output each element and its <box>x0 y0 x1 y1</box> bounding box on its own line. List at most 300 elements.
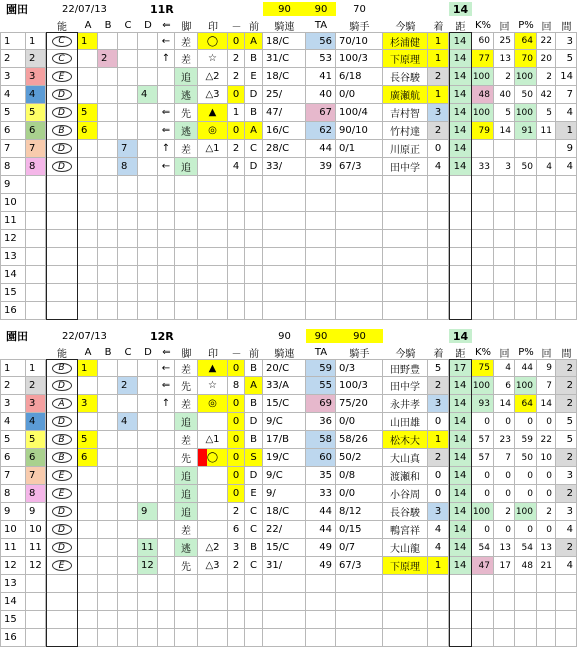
row-p-percent-value: 100 <box>515 107 533 118</box>
row-jockey-record <box>336 302 383 320</box>
row-mark-value: △3 <box>205 89 220 100</box>
row-dash-value-value: 0 <box>232 89 240 100</box>
ability-oval: B <box>52 125 72 136</box>
column-header: P% <box>518 19 534 31</box>
row-gate-number-value: 6 <box>29 125 36 136</box>
row-row-number: 15 <box>0 611 26 629</box>
row-running-style <box>175 485 198 503</box>
row-col-c-value: 2 <box>121 380 128 391</box>
row-jockey-renkei-value: 47/ <box>266 107 283 118</box>
row-p-count <box>537 575 556 593</box>
row-ta-score <box>306 485 336 503</box>
row-running-style <box>175 158 198 176</box>
ability-oval: D <box>52 542 72 553</box>
row-p-count-value: 21 <box>540 560 552 571</box>
row-dash-value <box>228 629 245 647</box>
row-jockey-record-value: 0/3 <box>339 362 356 374</box>
row-mark <box>198 431 228 449</box>
row-k-count-value: 40 <box>499 89 511 100</box>
row-current-jockey-value: 杉浦健 <box>390 37 420 49</box>
row-col-a <box>78 377 98 395</box>
row-distance-value: 14 <box>453 35 467 47</box>
row-running-style-value: 追 <box>181 472 191 483</box>
row-finish <box>428 629 449 647</box>
row-col-d <box>138 104 158 122</box>
row-interval-value: 4 <box>566 161 573 172</box>
row-previous-value: E <box>250 488 257 499</box>
row-finish-value: 1 <box>434 35 442 47</box>
row-arrow <box>158 122 175 140</box>
row-finish-value: 0 <box>434 488 442 499</box>
row-jockey-renkei <box>263 521 306 539</box>
row-current-jockey <box>383 248 428 266</box>
row-row-number <box>0 539 26 557</box>
row-k-count <box>494 629 515 647</box>
row-distance-value: 14 <box>453 161 467 172</box>
row-k-percent <box>472 395 494 413</box>
row-previous <box>245 431 263 449</box>
row-current-jockey-value: 田野豊 <box>390 364 420 376</box>
row-col-d <box>138 521 158 539</box>
row-finish-value: 1 <box>434 560 442 571</box>
row-interval <box>556 593 577 611</box>
ability-oval: D <box>52 416 72 427</box>
row-jockey-record-value: 0/0 <box>339 488 356 499</box>
row-col-d <box>138 431 158 449</box>
row-interval <box>556 521 577 539</box>
row-row-number <box>0 413 26 431</box>
row-gate-number <box>26 302 46 320</box>
row-k-count-value: 5 <box>505 107 511 118</box>
row-ta-score <box>306 503 336 521</box>
row-jockey-renkei <box>263 284 306 302</box>
row-interval <box>556 32 577 50</box>
row-running-style <box>175 575 198 593</box>
row-col-b <box>98 302 118 320</box>
row-interval-value: 5 <box>566 416 573 427</box>
row-row-number: 16 <box>0 302 26 320</box>
row-col-d-value: 11 <box>141 542 154 553</box>
row-jockey-record <box>336 50 383 68</box>
race-date: 22/07/13 <box>62 3 107 15</box>
row-ta-score-value: 36 <box>319 416 332 427</box>
row-jockey-record <box>336 68 383 86</box>
row-jockey-record <box>336 611 383 629</box>
row-p-percent-value: 0 <box>527 416 533 427</box>
row-jockey-renkei-value: 31/C <box>266 53 290 64</box>
row-col-a <box>78 32 98 50</box>
row-current-jockey <box>383 377 428 395</box>
row-col-a <box>78 413 98 431</box>
row-dash-value-value: 0 <box>232 416 240 427</box>
row-col-a-value: 5 <box>81 107 88 118</box>
row-running-style-value: 差 <box>181 364 191 376</box>
row-mark <box>198 359 228 377</box>
row-jockey-record <box>336 449 383 467</box>
row-ta-score-value: 44 <box>319 143 332 154</box>
row-p-percent-value: 0 <box>527 488 533 499</box>
row-dash-value <box>228 503 245 521</box>
header-jockey: 90 <box>336 329 383 343</box>
row-jockey-record <box>336 575 383 593</box>
row-mark <box>198 575 228 593</box>
row-row-number <box>0 32 26 50</box>
row-previous-value: D <box>249 416 258 427</box>
row-running-style-value: 先 <box>181 382 191 393</box>
row-col-a-value: 3 <box>81 398 88 409</box>
row-finish <box>428 359 449 377</box>
ability-oval: B <box>52 434 72 445</box>
row-finish <box>428 230 449 248</box>
row-finish-value: 5 <box>434 362 442 374</box>
row-p-percent <box>515 413 537 431</box>
row-mark <box>198 50 228 68</box>
row-p-percent <box>515 302 537 320</box>
row-col-c-value: 4 <box>121 416 128 427</box>
row-jockey-renkei-value: 9/ <box>266 488 276 499</box>
row-distance-value: 14 <box>453 107 467 118</box>
row-row-number: 14 <box>0 266 26 284</box>
row-arrow <box>158 176 175 194</box>
row-p-count <box>537 158 556 176</box>
row-col-b <box>98 140 118 158</box>
row-p-count <box>537 194 556 212</box>
row-k-count-value: 23 <box>499 434 511 445</box>
row-current-jockey-value: 小谷周 <box>390 490 420 501</box>
row-previous-value: S <box>250 452 257 463</box>
row-ta-score-value: 67 <box>319 107 332 118</box>
row-k-count-value: 0 <box>505 470 511 481</box>
row-ta-score-value: 39 <box>319 161 332 172</box>
row-col-d <box>138 467 158 485</box>
row-jockey-record-value: 100/3 <box>339 53 368 64</box>
row-previous <box>245 377 263 395</box>
row-p-percent <box>515 593 537 611</box>
row-p-count <box>537 212 556 230</box>
row-finish <box>428 413 449 431</box>
row-current-jockey <box>383 140 428 158</box>
row-p-count <box>537 449 556 467</box>
row-running-style <box>175 449 198 467</box>
row-k-count-value: 3 <box>505 161 511 172</box>
row-arrow <box>158 395 175 413</box>
row-k-count-value: 2 <box>505 71 511 82</box>
row-row-number: 9 <box>0 176 26 194</box>
row-finish <box>428 176 449 194</box>
row-k-count <box>494 212 515 230</box>
row-finish <box>428 68 449 86</box>
column-header: － <box>231 21 242 33</box>
row-running-style-value: 逃 <box>181 91 191 102</box>
row-col-c <box>118 395 138 413</box>
row-jockey-record <box>336 212 383 230</box>
row-p-count <box>537 284 556 302</box>
row-k-count <box>494 593 515 611</box>
row-col-a-value: 1 <box>81 35 88 47</box>
row-k-count <box>494 413 515 431</box>
row-current-jockey <box>383 575 428 593</box>
row-gate-number <box>26 593 46 611</box>
row-ta-score <box>306 194 336 212</box>
row-k-percent <box>472 359 494 377</box>
row-row-number-value: 4 <box>4 416 11 427</box>
row-col-c <box>118 503 138 521</box>
row-jockey-renkei <box>263 122 306 140</box>
row-arrow <box>158 212 175 230</box>
row-current-jockey <box>383 521 428 539</box>
row-interval-value: 9 <box>566 143 573 154</box>
row-ta-score <box>306 629 336 647</box>
row-p-count-value: 0 <box>546 416 552 427</box>
row-jockey-renkei-value: 18/C <box>266 506 290 517</box>
row-col-d <box>138 176 158 194</box>
row-dash-value <box>228 431 245 449</box>
row-col-c <box>118 194 138 212</box>
row-mark <box>198 413 228 431</box>
row-finish <box>428 50 449 68</box>
row-jockey-record <box>336 539 383 557</box>
row-arrow <box>158 248 175 266</box>
row-col-c <box>118 593 138 611</box>
row-dash-value <box>228 593 245 611</box>
row-col-b <box>98 104 118 122</box>
row-current-jockey-value: 下原理 <box>390 55 420 66</box>
row-dash-value <box>228 230 245 248</box>
row-col-b <box>98 395 118 413</box>
row-finish <box>428 593 449 611</box>
row-col-a-value: 6 <box>81 125 88 136</box>
row-col-d <box>138 284 158 302</box>
row-k-count-value: 0 <box>505 524 511 535</box>
row-p-count <box>537 503 556 521</box>
row-gate-number <box>26 122 46 140</box>
race-block <box>0 0 578 318</box>
row-k-percent <box>472 485 494 503</box>
row-mark-value: ☆ <box>208 53 217 64</box>
row-finish-value: 4 <box>434 542 442 553</box>
row-mark-value: △1 <box>205 434 220 445</box>
ability-oval: B <box>52 452 72 463</box>
row-p-count-value: 22 <box>540 36 552 46</box>
row-col-d <box>138 50 158 68</box>
row-k-percent-value: 60 <box>478 36 490 46</box>
row-jockey-renkei-value: 17/B <box>266 434 289 445</box>
row-current-jockey <box>383 50 428 68</box>
row-current-jockey <box>383 359 428 377</box>
distance-frame <box>449 32 472 320</box>
row-jockey-renkei <box>263 503 306 521</box>
ability-oval: E <box>52 488 72 499</box>
column-header: 今騎 <box>395 21 416 33</box>
row-jockey-renkei <box>263 431 306 449</box>
row-p-count-value: 0 <box>546 488 552 499</box>
row-gate-number <box>26 32 46 50</box>
header-ta: 90 <box>306 329 336 343</box>
row-finish-value: 2 <box>434 125 442 136</box>
row-col-a <box>78 503 98 521</box>
row-arrow-value: ← <box>161 362 171 374</box>
row-jockey-record <box>336 122 383 140</box>
row-running-style <box>175 50 198 68</box>
row-col-a <box>78 122 98 140</box>
row-mark <box>198 122 228 140</box>
row-finish <box>428 539 449 557</box>
row-current-jockey <box>383 176 428 194</box>
row-previous <box>245 611 263 629</box>
row-current-jockey-value: 竹村達 <box>390 127 420 138</box>
column-header: 脚 <box>181 21 192 33</box>
row-col-d <box>138 557 158 575</box>
row-previous-value: D <box>249 161 258 172</box>
row-p-count-value: 0 <box>546 524 552 535</box>
row-p-percent <box>515 284 537 302</box>
row-ta-score-value: 44 <box>319 524 332 535</box>
row-current-jockey <box>383 557 428 575</box>
row-col-d <box>138 575 158 593</box>
row-finish-value: 3 <box>434 398 442 409</box>
row-p-count <box>537 176 556 194</box>
row-col-b <box>98 377 118 395</box>
row-arrow <box>158 194 175 212</box>
row-jockey-record <box>336 413 383 431</box>
row-ta-score <box>306 68 336 86</box>
row-interval-value: 3 <box>566 35 573 47</box>
row-gate-number <box>26 611 46 629</box>
row-k-percent-value: 100 <box>472 506 490 517</box>
row-col-d <box>138 485 158 503</box>
row-row-number <box>0 359 26 377</box>
row-row-number <box>0 50 26 68</box>
row-current-jockey-value: 永井孝 <box>390 400 420 411</box>
row-gate-number-value: 6 <box>29 452 36 463</box>
row-interval <box>556 140 577 158</box>
row-jockey-renkei-value: 19/C <box>266 452 290 463</box>
row-current-jockey <box>383 629 428 647</box>
row-col-d <box>138 413 158 431</box>
row-col-a <box>78 68 98 86</box>
row-p-count <box>537 68 556 86</box>
row-interval-value: 3 <box>566 506 573 517</box>
row-arrow <box>158 86 175 104</box>
row-gate-number-value: 8 <box>29 488 36 499</box>
row-arrow-value: ← <box>161 35 171 47</box>
ability-oval: C <box>52 36 72 47</box>
row-arrow <box>158 68 175 86</box>
row-arrow <box>158 50 175 68</box>
row-ta-score <box>306 212 336 230</box>
row-p-count <box>537 302 556 320</box>
row-gate-number-value: 1 <box>29 35 36 47</box>
row-mark <box>198 302 228 320</box>
row-p-count <box>537 413 556 431</box>
row-interval-value: 1 <box>566 125 573 136</box>
row-k-count <box>494 359 515 377</box>
row-gate-number <box>26 230 46 248</box>
row-row-number-value: 2 <box>4 53 11 64</box>
row-jockey-renkei <box>263 557 306 575</box>
row-previous-value: B <box>250 53 257 64</box>
row-previous <box>245 395 263 413</box>
row-mark <box>198 68 228 86</box>
ability-frame <box>46 32 78 320</box>
row-col-d-value: 12 <box>141 560 154 571</box>
row-col-b <box>98 557 118 575</box>
row-p-count-value: 5 <box>546 107 552 118</box>
row-p-count <box>537 266 556 284</box>
row-k-count-value: 4 <box>505 363 511 373</box>
row-interval-value: 2 <box>566 362 573 374</box>
row-p-percent <box>515 521 537 539</box>
row-finish-value: 3 <box>434 107 442 118</box>
row-ta-score-value: 58 <box>319 434 332 445</box>
row-running-style-value: 差 <box>181 400 191 411</box>
row-ta-score <box>306 122 336 140</box>
row-dash-value <box>228 539 245 557</box>
row-interval <box>556 485 577 503</box>
row-arrow <box>158 359 175 377</box>
row-p-percent-value: 100 <box>515 380 533 391</box>
row-k-percent <box>472 104 494 122</box>
row-jockey-record <box>336 284 383 302</box>
row-row-number-value: 10 <box>4 524 17 535</box>
row-col-d <box>138 32 158 50</box>
row-arrow-value: ↑ <box>161 53 171 64</box>
row-p-percent-value: 91 <box>521 125 533 136</box>
row-p-percent-value: 0 <box>527 524 533 535</box>
row-ta-score <box>306 593 336 611</box>
row-dash-value <box>228 449 245 467</box>
row-jockey-record-value: 0/15 <box>339 524 362 535</box>
row-running-style-value: 差 <box>181 145 191 156</box>
row-col-b <box>98 212 118 230</box>
row-dash-value <box>228 521 245 539</box>
row-interval <box>556 284 577 302</box>
column-header: 今騎 <box>395 348 416 360</box>
row-interval-value: 5 <box>566 53 573 64</box>
row-current-jockey <box>383 449 428 467</box>
row-jockey-renkei-value: 15/C <box>266 542 290 553</box>
row-k-count <box>494 32 515 50</box>
row-jockey-record <box>336 140 383 158</box>
row-distance-value: 14 <box>453 89 467 100</box>
row-dash-value <box>228 377 245 395</box>
row-col-c <box>118 140 138 158</box>
row-running-style <box>175 140 198 158</box>
column-header: 回 <box>541 348 552 360</box>
row-p-percent <box>515 539 537 557</box>
row-col-a <box>78 629 98 647</box>
row-k-percent-value: 54 <box>478 542 490 553</box>
row-mark <box>198 557 228 575</box>
row-current-jockey <box>383 302 428 320</box>
row-row-number <box>0 485 26 503</box>
row-jockey-renkei <box>263 194 306 212</box>
row-dash-value <box>228 248 245 266</box>
row-jockey-renkei <box>263 86 306 104</box>
row-ta-score-value: 33 <box>319 488 332 499</box>
row-previous <box>245 176 263 194</box>
row-k-count-value: 13 <box>499 53 511 64</box>
row-jockey-renkei-value: 28/C <box>266 143 290 154</box>
row-col-c <box>118 122 138 140</box>
row-jockey-renkei <box>263 593 306 611</box>
row-jockey-renkei-value: 33/A <box>266 380 289 391</box>
row-col-a-value: 1 <box>81 362 88 374</box>
row-previous <box>245 212 263 230</box>
row-ta-score <box>306 539 336 557</box>
row-gate-number-value: 4 <box>29 89 36 100</box>
row-k-percent <box>472 575 494 593</box>
